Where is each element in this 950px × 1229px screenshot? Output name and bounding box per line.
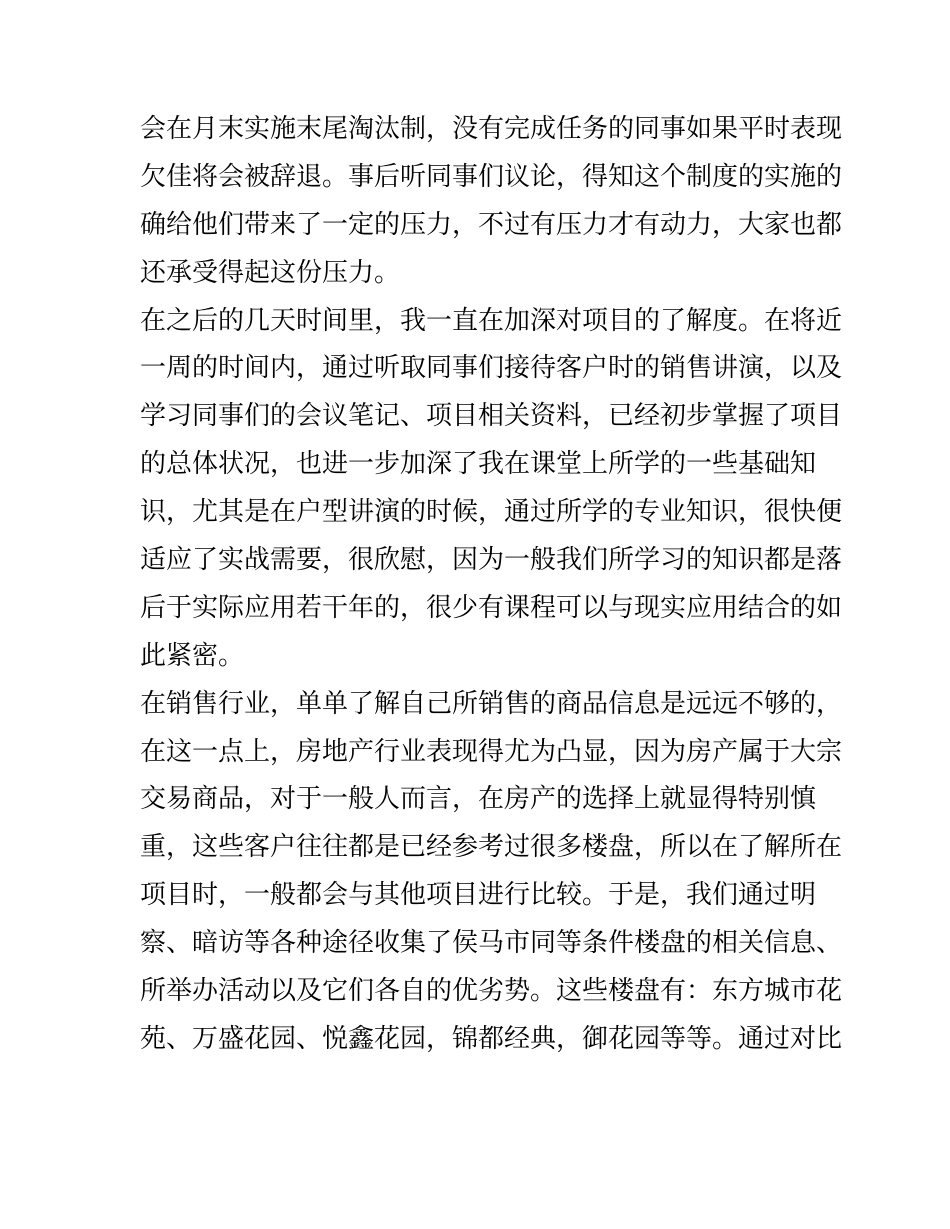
text-line: 项目时，一般都会与其他项目进行比较。于是，我们通过明: [140, 880, 817, 911]
text-line: 学习同事们的会议笔记、项目相关资料，已经初步掌握了项目: [140, 401, 843, 432]
text-line: 此紧密。: [140, 640, 245, 671]
text-line: 欠佳将会被辞退。事后听同事们议论，得知这个制度的实施的: [140, 161, 843, 192]
text-line: 确给他们带来了一定的压力，不过有压力才有动力，大家也都: [140, 209, 843, 240]
text-line: 适应了实战需要，很欣慰，因为一般我们所学习的知识都是落: [140, 545, 843, 576]
text-line: 在销售行业，单单了解自己所销售的商品信息是远远不够的，: [140, 688, 843, 719]
text-line: 所举办活动以及它们各自的优劣势。这些楼盘有：东方城市花: [140, 976, 843, 1007]
text-line: 在这一点上，房地产行业表现得尤为凸显，因为房产属于大宗: [140, 736, 843, 767]
text-line: 的总体状况，也进一步加深了我在课堂上所学的一些基础知: [140, 449, 817, 480]
text-line: 苑、万盛花园、悦鑫花园，锦都经典，御花园等等。通过对比: [140, 1023, 843, 1054]
text-line: 还承受得起这份压力。: [140, 257, 401, 288]
text-line: 察、暗访等各种途径收集了侯马市同等条件楼盘的相关信息、: [140, 928, 843, 959]
text-line: 在之后的几天时间里，我一直在加深对项目的了解度。在将近: [140, 305, 843, 336]
text-line: 会在月末实施末尾淘汰制，没有完成任务的同事如果平时表现: [140, 114, 843, 144]
text-line: 识，尤其是在户型讲演的时候，通过所学的专业知识，很快便: [140, 497, 843, 528]
text-line: 一周的时间内，通过听取同事们接待客户时的销售讲演，以及: [140, 353, 843, 384]
text-line: 重，这些客户往往都是已经参考过很多楼盘，所以在了解所在: [140, 832, 843, 863]
text-line: 交易商品，对于一般人而言，在房产的选择上就显得特别慎: [140, 784, 817, 815]
text-line: 后于实际应用若干年的，很少有课程可以与现实应用结合的如: [140, 592, 843, 623]
body-text: [140, 106, 843, 1064]
